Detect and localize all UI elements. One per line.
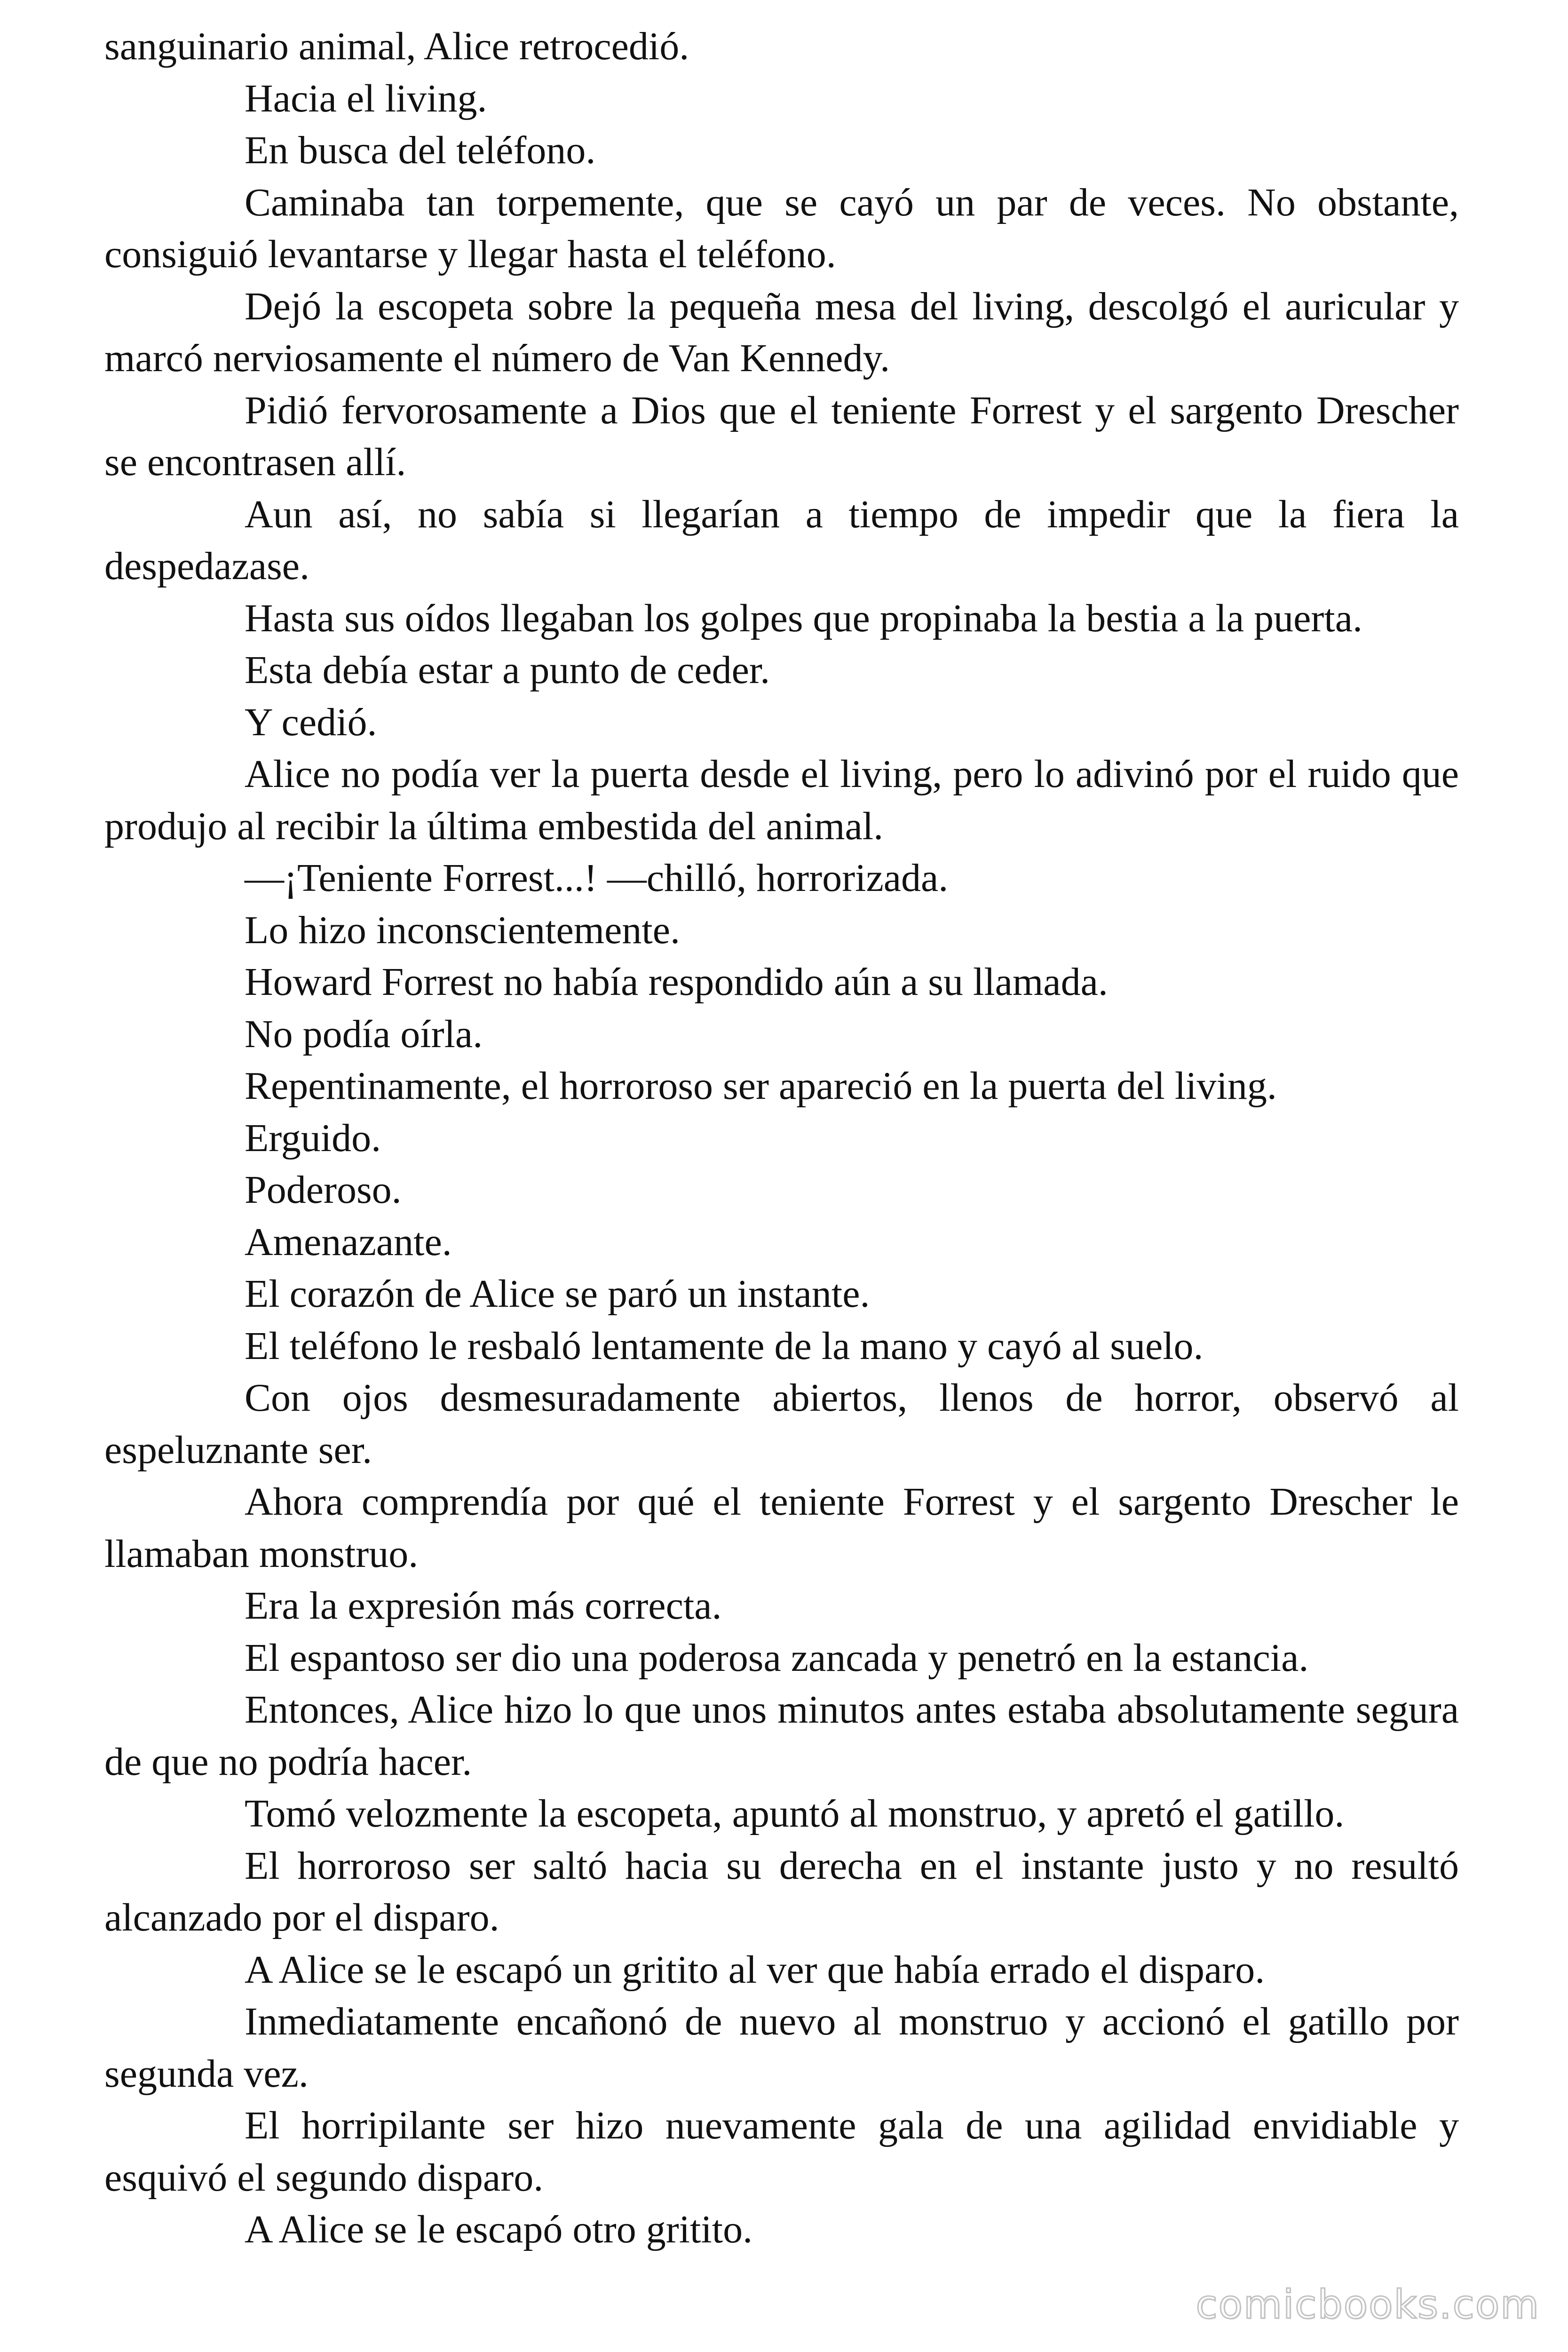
- paragraph: No podía oírla.: [245, 1012, 483, 1056]
- paragraph: Lo hizo inconscientemente.: [245, 908, 681, 952]
- paragraph: Esta debía estar a punto de ceder.: [245, 648, 770, 692]
- paragraph: —¡Teniente Forrest...! —chilló, horrorizada.: [245, 856, 949, 900]
- paragraph: A Alice se le escapó otro gritito.: [245, 2208, 753, 2251]
- paragraph: Tomó velozmente la escopeta, apuntó al monstruo, y apretó el gatillo.: [245, 1792, 1345, 1836]
- paragraph: Alice no podía ver la puerta desde el living, pero lo adivinó por el ruido que produjo al recibir la última embestida del animal.: [104, 752, 1459, 848]
- paragraph: En busca del teléfono.: [245, 128, 596, 172]
- paragraph: El horripilante ser hizo nuevamente gala de una agilidad envidiable y esquivó el segundo disparo.: [104, 2104, 1459, 2200]
- paragraph: A Alice se le escapó un gritito al ver que había errado el disparo.: [245, 1947, 1265, 1992]
- paragraph: Dejó la escopeta sobre la pequeña mesa del living, descolgó el auricular y marcó nerviosamente el número de Van Kennedy.: [104, 284, 1459, 380]
- paragraph: El espantoso ser dio una poderosa zancada y penetró en la estancia.: [245, 1636, 1309, 1680]
- paragraph: Con ojos desmesuradamente abiertos, llenos de horror, observó al espeluznante ser.: [104, 1376, 1459, 1472]
- paragraph: Repentinamente, el horroroso ser apareció en la puerta del living.: [245, 1064, 1277, 1108]
- paragraph: El horroroso ser saltó hacia su derecha en el instante justo y no resultó alcanzado por el disparo.: [104, 1843, 1459, 1939]
- paragraph: Entonces, Alice hizo lo que unos minutos antes estaba absolutamente segura de que no podría hacer.: [104, 1688, 1459, 1784]
- paragraph: El teléfono le resbaló lentamente de la mano y cayó al suelo.: [245, 1324, 1204, 1368]
- paragraph: Ahora comprendía por qué el teniente Forrest y el sargento Drescher le llamaban monstruo.: [104, 1480, 1459, 1576]
- paragraph: Caminaba tan torpemente, que se cayó un par de veces. No obstante, consiguió levantarse y llegar hasta el teléfono.: [104, 180, 1459, 276]
- paragraph: Erguido.: [245, 1116, 381, 1160]
- watermark-logo: comicbooks.com: [1196, 2281, 1540, 2328]
- paragraph: Howard Forrest no había respondido aún a su llamada.: [245, 960, 1108, 1004]
- paragraph: sanguinario animal, Alice retrocedió.: [104, 24, 689, 68]
- paragraph: Pidió fervorosamente a Dios que el teniente Forrest y el sargento Drescher se encontrasen allí.: [104, 388, 1459, 484]
- paragraph: Aun así, no sabía si llegarían a tiempo de impedir que la fiera la despedazase.: [104, 492, 1459, 588]
- paragraph: El corazón de Alice se paró un instante.: [245, 1272, 870, 1316]
- paragraph: Amenazante.: [245, 1220, 452, 1264]
- paragraph: Era la expresión más correcta.: [245, 1584, 722, 1628]
- paragraph: Poderoso.: [245, 1168, 402, 1212]
- page-body-text: [104, 21, 1459, 2256]
- paragraph: Hasta sus oídos llegaban los golpes que propinaba la bestia a la puerta.: [245, 596, 1363, 640]
- paragraph: Hacia el living.: [245, 76, 487, 120]
- paragraph: Y cedió.: [245, 700, 377, 744]
- paragraph: Inmediatamente encañonó de nuevo al monstruo y accionó el gatillo por segunda vez.: [104, 2000, 1459, 2096]
